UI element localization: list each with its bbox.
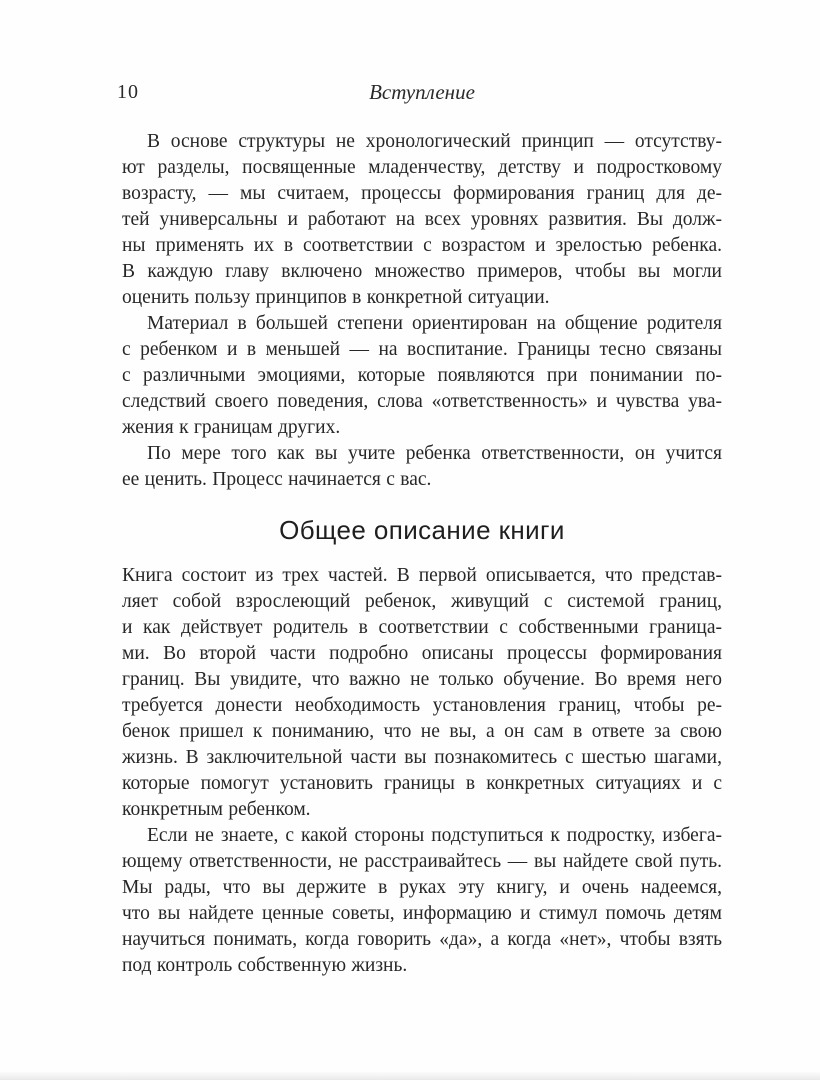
text-line: жизнь. В заключительной части вы познакомитесь с шестью шагами, (122, 747, 722, 768)
text-line: тей универсальны и работают на всех уровнях развития. Вы долж- (122, 209, 722, 230)
text-line: Материал в большей степени ориентирован на общение родителя (147, 313, 722, 334)
page-number: 10 (117, 81, 139, 103)
text-line: ее ценить. Процесс начинается с вас. (122, 469, 432, 490)
text-line: с различными эмоциями, которые появляются при понимании по- (122, 365, 722, 386)
text-line: ют разделы, посвященные младенчеству, детству и подростковому (122, 157, 722, 178)
text-line: Мы рады, что вы держите в руках эту книгу, и очень надеемся, (122, 877, 722, 898)
text-line: конкретным ребенком. (122, 799, 311, 820)
text-line: ющему ответственности, не расстраивайтесь — вы найдете свой путь. (122, 851, 722, 872)
scan-edge-shadow (0, 1071, 820, 1080)
text-line: оценить пользу принципов в конкретной ситуации. (122, 287, 550, 308)
section-heading: Общее описание книги (279, 515, 565, 545)
text-line: которые помогут установить границы в конкретных ситуациях и с (122, 773, 722, 794)
running-head: Вступление (369, 80, 475, 104)
text-line: Книга состоит из трех частей. В первой описывается, что представ- (122, 565, 722, 586)
paragraph (122, 823, 722, 979)
text-line: По мере того как вы учите ребенка ответственности, он учится (147, 443, 722, 464)
text-line: научиться понимать, когда говорить «да», а когда «нет», чтобы взять (122, 929, 722, 950)
text-line: под контроль собственную жизнь. (122, 955, 408, 976)
text-line: В каждую главу включено множество примеров, чтобы вы могли (122, 261, 722, 282)
text-line: что вы найдете ценные советы, информацию и стимул помочь детям (122, 903, 722, 924)
paragraph (122, 441, 722, 493)
text-line: ляет собой взрослеющий ребенок, живущий с системой границ, (122, 591, 722, 612)
paragraph (122, 563, 722, 823)
paragraph (122, 311, 722, 441)
text-line: В основе структуры не хронологический принцип — отсутству- (147, 131, 722, 152)
text-line: требуется донести необходимость установления границ, чтобы ре- (122, 695, 722, 716)
text-line: бенок пришел к пониманию, что не вы, а он сам в ответе за свою (122, 721, 722, 742)
text-line: ми. Во второй части подробно описаны процессы формирования (122, 643, 722, 664)
text-body (122, 129, 722, 979)
text-line: с ребенком и в меньшей — на воспитание. Границы тесно связаны (122, 339, 722, 360)
text-line: Если не знаете, с какой стороны подступиться к подростку, избега- (147, 825, 722, 846)
text-line: следствий своего поведения, слова «ответственность» и чувства ува- (122, 391, 722, 412)
text-line: жения к границам других. (122, 417, 341, 438)
page-header (117, 80, 722, 108)
paragraph (122, 129, 722, 311)
text-line: ны применять их в соответствии с возрастом и зрелостью ребенка. (122, 235, 722, 256)
text-line: возрасту, — мы считаем, процессы формирования границ для де- (122, 183, 722, 204)
text-line: границ. Вы увидите, что важно не только обучение. Во время него (122, 669, 722, 690)
text-line: и как действует родитель в соответствии с собственными граница- (122, 617, 722, 638)
